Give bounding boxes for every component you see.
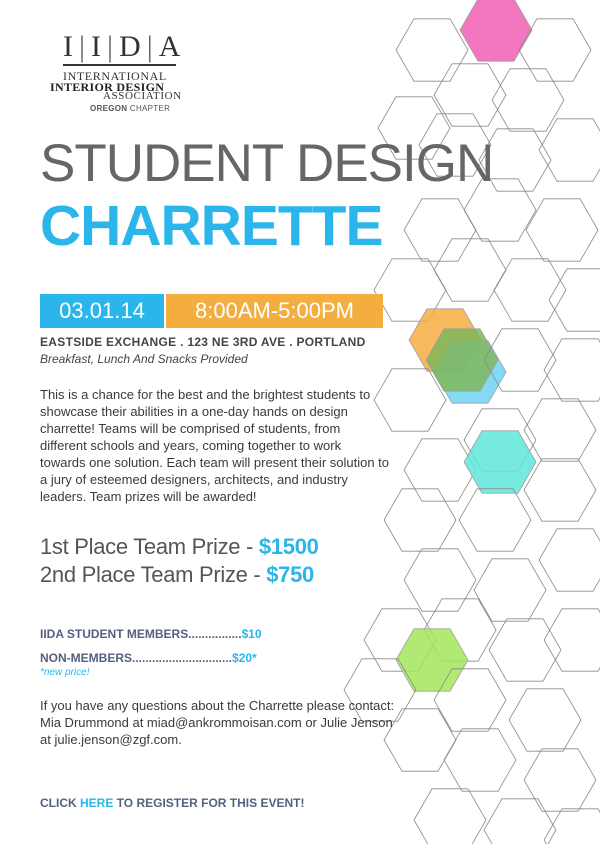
prize-first: 1st Place Team Prize - $1500 bbox=[40, 534, 319, 559]
logo-line-interior-design: INTERIOR DESIGN bbox=[50, 80, 165, 94]
hexagon-outline bbox=[544, 339, 600, 401]
fee-note: *new price! bbox=[40, 667, 90, 678]
hexagon-outline bbox=[544, 609, 600, 671]
hexagon-outline bbox=[549, 269, 600, 331]
register-cta: CLICK HERE TO REGISTER FOR THIS EVENT! bbox=[40, 796, 305, 810]
hexagon-outline bbox=[509, 689, 581, 751]
hexagon-outline bbox=[544, 809, 600, 844]
prize-first-amount: $1500 bbox=[258, 534, 319, 559]
title-charrette: CHARRETTE bbox=[40, 194, 383, 258]
fee-student-price: $10 bbox=[241, 627, 262, 641]
iida-logo-letters: I | I | D | A bbox=[63, 30, 183, 63]
logo-line-association: ASSOCIATION bbox=[103, 90, 182, 102]
hexagon-outline bbox=[524, 399, 596, 461]
logo-rule bbox=[63, 64, 176, 66]
title-student-design: STUDENT DESIGN bbox=[40, 134, 494, 193]
fee-non-members: NON-MEMBERS..............................$20* bbox=[40, 651, 257, 665]
hexagon-outline bbox=[396, 19, 468, 81]
prize-second: 2nd Place Team Prize - $750 bbox=[40, 562, 314, 587]
hexagon-filled bbox=[464, 431, 536, 493]
register-link[interactable]: HERE bbox=[80, 796, 114, 810]
event-venue: EASTSIDE EXCHANGE . 123 NE 3RD AVE . PORTLAND bbox=[40, 335, 366, 349]
prize-second-amount: $750 bbox=[266, 562, 314, 587]
logo-line-international: INTERNATIONAL bbox=[63, 69, 167, 83]
logo-letter: I bbox=[91, 30, 104, 63]
hexagon-filled bbox=[396, 629, 468, 691]
hexagon-outline bbox=[474, 559, 546, 621]
hexagon-outline bbox=[459, 489, 531, 551]
event-date: 03.01.14 bbox=[40, 294, 164, 328]
fee-non-member-price: $20* bbox=[232, 651, 257, 665]
event-meals: Breakfast, Lunch And Snacks Provided bbox=[40, 352, 248, 366]
hexagon-outline bbox=[526, 199, 598, 261]
fee-student-members: IIDA STUDENT MEMBERS................$10 bbox=[40, 627, 262, 641]
logo-chapter: OREGON CHAPTER bbox=[90, 104, 171, 113]
logo-letter: I bbox=[63, 30, 75, 63]
logo-letter: A bbox=[158, 30, 183, 63]
logo-letter: D bbox=[119, 30, 143, 63]
hexagon-outline bbox=[524, 749, 596, 811]
event-description: This is a chance for the best and the brightest students to showcase their abilities in a one-day hands on design charrette! Teams will be comprised of students, from different schools and years, coming together to work towards one solution. Each team will present their solution to a jury of esteemed designers, architects, and industry leaders. Team prizes will be awarded! bbox=[40, 387, 390, 504]
hexagon-filled bbox=[460, 0, 532, 61]
contact-info: If you have any questions about the Charrette please contact: Mia Drummond at miad@ankrommoisan.com or Julie Jenson at julie.jenson@zgf.com. bbox=[40, 698, 395, 747]
hexagon-outline bbox=[524, 459, 596, 521]
hexagon-outline bbox=[414, 789, 486, 844]
hexagon-outline bbox=[539, 529, 600, 591]
event-time: 8:00AM-5:00PM bbox=[166, 294, 383, 328]
